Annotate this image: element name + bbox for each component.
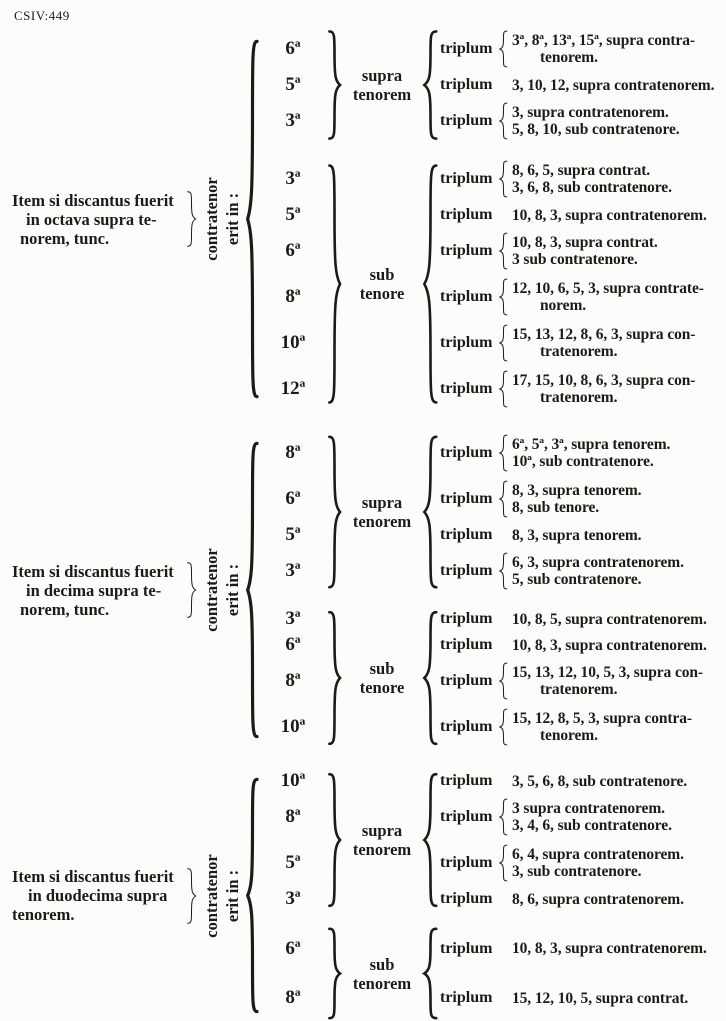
values-brace-icon xyxy=(498,552,509,590)
interval-group xyxy=(260,926,720,1021)
triplum-keyword: triplum xyxy=(440,288,493,305)
value-line: 3, 10, 12, supra contratenorem. xyxy=(512,76,715,94)
interval-label: 6ª xyxy=(285,38,301,59)
value-line: 10ª, sub contratenore. xyxy=(512,453,654,470)
values-brace-icon xyxy=(498,844,509,882)
interval-label: 6ª xyxy=(285,240,301,261)
values-left-brace-icon xyxy=(498,798,509,836)
value-line: 3, supra contratenorem. xyxy=(512,104,669,121)
rotated-label-text xyxy=(201,548,243,631)
value-lines xyxy=(512,326,695,360)
values-brace-icon xyxy=(498,798,509,836)
rotated-label-line: contratenor xyxy=(202,177,221,261)
triplum-row xyxy=(440,608,720,630)
group-label xyxy=(343,66,421,104)
intro-right-brace-icon xyxy=(185,561,198,619)
values-left-brace-icon xyxy=(498,434,509,472)
group-left-brace-icon xyxy=(326,158,343,410)
left-cluster xyxy=(8,144,245,294)
value-lines xyxy=(512,207,707,224)
value-lines xyxy=(512,800,672,834)
triplum-keyword: triplum xyxy=(440,40,493,57)
group-right-brace-icon xyxy=(421,28,440,142)
group-label-line: tenorem xyxy=(352,512,412,531)
interval-label: 8ª xyxy=(285,670,301,691)
values-brace-icon xyxy=(498,324,509,362)
triplum-keyword: triplum xyxy=(440,334,493,351)
value-line: 10, 8, 3, supra contratenorem. xyxy=(512,206,707,224)
value-lines xyxy=(512,234,658,268)
left-cluster xyxy=(8,515,245,665)
triplum-keyword: triplum xyxy=(440,242,493,259)
interval-label: 5ª xyxy=(285,524,301,545)
interval-label: 6ª xyxy=(285,634,301,655)
intro-line: Item si discantus fuerit xyxy=(12,561,174,581)
triplum-row xyxy=(440,432,720,474)
values-brace-icon xyxy=(498,370,509,408)
interval-label: 8ª xyxy=(285,286,301,307)
value-line: 5, 8, 10, sub contratenore. xyxy=(512,121,680,138)
left-brace-icon xyxy=(245,434,260,746)
interval-label: 3ª xyxy=(285,168,301,189)
value-line: 3, 4, 6, sub contratenore. xyxy=(512,817,672,834)
intro-line: in duodecima supra xyxy=(28,886,168,905)
right-brace-icon xyxy=(185,867,198,925)
value-line: 15, 13, 12, 10, 5, 3, supra con- xyxy=(512,664,703,681)
value-lines xyxy=(512,940,707,957)
group-label-line: supra xyxy=(361,821,403,840)
rotated-label-line: erit in : xyxy=(223,563,242,617)
value-line: 3 sub contratenore. xyxy=(512,251,638,268)
intro-line: in decima supra te- xyxy=(26,580,162,600)
triplum-keyword: triplum xyxy=(440,808,493,825)
group-left-brace-icon xyxy=(326,28,343,142)
value-line: 10, 8, 3, supra contratenorem. xyxy=(512,940,707,958)
triplum-keyword: triplum xyxy=(440,170,493,187)
triplum-row xyxy=(440,938,720,960)
triplum-row xyxy=(440,478,720,520)
value-lines xyxy=(512,280,704,314)
interval-groups xyxy=(260,432,720,748)
value-lines xyxy=(512,773,687,790)
intro-line: norem, tunc. xyxy=(20,599,110,619)
value-line: 10, 8, 3, supra contrat. xyxy=(512,234,658,251)
group-label xyxy=(343,265,421,303)
right-brace-icon xyxy=(185,190,198,248)
values-left-brace-icon xyxy=(498,844,509,882)
value-line: 6, 4, supra contratenorem. xyxy=(512,846,684,863)
value-line: 8, 6, 5, supra contrat. xyxy=(512,162,651,179)
triplum-row xyxy=(440,368,720,410)
group-right-brace-icon xyxy=(421,770,440,910)
interval-groups xyxy=(260,770,720,1021)
value-line: 3, sub contratenore. xyxy=(512,863,642,880)
triplum-row xyxy=(440,770,720,792)
triplum-keyword: triplum xyxy=(440,772,493,789)
value-line: 15, 12, 10, 5, supra contrat. xyxy=(512,989,689,1007)
values-brace-icon xyxy=(498,102,509,140)
value-lines xyxy=(512,664,703,698)
triplum-keyword: triplum xyxy=(440,562,493,579)
right-brace-icon xyxy=(185,561,198,619)
value-line: 15, 12, 8, 5, 3, supra contra- xyxy=(512,710,692,727)
triplum-keyword: triplum xyxy=(440,610,493,627)
value-line: tratenorem. xyxy=(540,681,618,698)
triplum-row xyxy=(440,100,720,142)
value-line: 12, 10, 6, 5, 3, supra contrate- xyxy=(512,280,704,297)
value-lines xyxy=(512,482,641,516)
intro-line: tenorem. xyxy=(12,905,75,924)
values-left-brace-icon xyxy=(498,324,509,362)
group-label xyxy=(343,493,421,531)
interval-group xyxy=(260,158,720,410)
values-brace-icon xyxy=(498,662,509,700)
triplum-keyword: triplum xyxy=(440,112,493,129)
triplum-keyword: triplum xyxy=(440,939,493,957)
interval-label: 5ª xyxy=(285,74,301,95)
group-label-line: sub xyxy=(369,265,395,284)
value-line: 3, 6, 8, sub contratenore. xyxy=(512,179,672,196)
values-left-brace-icon xyxy=(498,370,509,408)
interval-label: 10ª xyxy=(280,332,306,353)
triplum-keyword: triplum xyxy=(440,890,493,907)
triplum-keyword: triplum xyxy=(440,989,493,1007)
left-brace-icon xyxy=(245,30,260,408)
triplum-row xyxy=(440,634,720,656)
value-line: 5, sub contratenore. xyxy=(512,571,642,588)
interval-groups xyxy=(260,28,720,410)
triplum-keyword: triplum xyxy=(440,76,493,93)
block-left-brace-icon xyxy=(245,772,260,1019)
group-right-brace-icon xyxy=(421,926,440,1021)
triplum-row xyxy=(440,888,720,910)
group-right-brace-icon xyxy=(421,432,440,592)
group-left-brace-icon xyxy=(326,608,343,748)
value-lines xyxy=(512,32,695,66)
value-line: 6, 3, supra contratenorem. xyxy=(512,554,684,571)
value-line: 10, 8, 5, supra contratenorem. xyxy=(512,610,707,628)
diagram-blocks xyxy=(8,28,720,1021)
values-brace-icon xyxy=(498,232,509,270)
value-lines xyxy=(512,372,695,406)
value-lines xyxy=(512,554,684,588)
values-left-brace-icon xyxy=(498,160,509,198)
interval-label: 8ª xyxy=(285,442,301,463)
triplum-row xyxy=(440,322,720,364)
value-lines xyxy=(512,990,688,1007)
value-line: 17, 15, 10, 8, 6, 3, supra con- xyxy=(512,372,696,389)
interval-label: 5ª xyxy=(285,204,301,225)
rotated-label-text xyxy=(201,854,243,937)
condition-block-decima xyxy=(8,432,720,748)
interval-group xyxy=(260,770,720,910)
intro-right-brace-icon xyxy=(185,190,198,248)
value-lines xyxy=(512,846,684,880)
page-header: CSIV:449 xyxy=(14,8,70,23)
triplum-keyword: triplum xyxy=(440,490,493,507)
triplum-row xyxy=(440,550,720,592)
block-left-brace-icon xyxy=(245,434,260,746)
intro-line: Item si discantus fuerit xyxy=(12,867,174,886)
group-label xyxy=(343,659,421,697)
value-line: tenorem. xyxy=(540,49,598,66)
intro-line: Item si discantus fuerit xyxy=(12,190,174,210)
group-left-brace-icon xyxy=(326,770,343,910)
triplum-row xyxy=(440,842,720,884)
interval-label: 8ª xyxy=(285,806,301,827)
value-lines xyxy=(512,710,692,744)
value-line: 3ª, 8ª, 13ª, 15ª, supra contra- xyxy=(512,32,695,49)
interval-label: 8ª xyxy=(285,987,301,1009)
interval-label: 3ª xyxy=(285,560,301,581)
triplum-row xyxy=(440,660,720,702)
values-left-brace-icon xyxy=(498,278,509,316)
value-line: 3, 5, 6, 8, sub contratenore. xyxy=(512,772,688,790)
condition-block-duodecima xyxy=(8,770,720,1021)
intro-text xyxy=(12,562,184,619)
interval-label: 3ª xyxy=(285,110,301,131)
triplum-keyword: triplum xyxy=(440,672,493,689)
values-left-brace-icon xyxy=(498,708,509,746)
intro-line: in octava supra te- xyxy=(26,209,157,229)
block-left-brace-icon xyxy=(245,30,260,408)
triplum-keyword: triplum xyxy=(440,380,493,397)
group-label-line: supra xyxy=(361,493,403,512)
intro-text xyxy=(12,191,184,248)
rotated-label-line: erit in : xyxy=(223,192,242,246)
interval-label: 12ª xyxy=(280,378,306,399)
triplum-keyword: triplum xyxy=(440,636,493,653)
value-lines xyxy=(512,527,641,544)
group-left-brace-icon xyxy=(326,432,343,592)
group-label-line: tenore xyxy=(359,284,405,303)
values-left-brace-icon xyxy=(498,480,509,518)
rotated-label-text xyxy=(201,177,243,260)
values-brace-icon xyxy=(498,708,509,746)
contratenor-rotated-label xyxy=(199,144,245,294)
group-label xyxy=(343,821,421,859)
contratenor-rotated-label xyxy=(199,515,245,665)
values-left-brace-icon xyxy=(498,552,509,590)
triplum-keyword: triplum xyxy=(440,444,493,461)
values-left-brace-icon xyxy=(498,30,509,68)
value-line: norem. xyxy=(540,297,587,314)
triplum-row xyxy=(440,796,720,838)
group-right-brace-icon xyxy=(421,158,440,410)
values-left-brace-icon xyxy=(498,232,509,270)
rotated-label-line: contratenor xyxy=(202,548,221,632)
left-brace-icon xyxy=(245,772,260,1019)
triplum-row xyxy=(440,28,720,70)
value-lines xyxy=(512,162,672,196)
value-line: 8, 3, supra tenorem. xyxy=(512,526,642,544)
interval-label: 3ª xyxy=(285,888,301,909)
value-line: 8, 6, supra contratenorem. xyxy=(512,890,684,908)
values-brace-icon xyxy=(498,434,509,472)
triplum-keyword: triplum xyxy=(440,526,493,543)
triplum-keyword: triplum xyxy=(440,718,493,735)
group-label-line: sub xyxy=(369,954,395,974)
group-label-line: tenorem xyxy=(352,840,412,859)
value-lines xyxy=(512,637,707,654)
triplum-row xyxy=(440,276,720,318)
group-right-brace-icon xyxy=(421,608,440,748)
intro-line: norem, tunc. xyxy=(20,228,110,248)
group-label-line: tenore xyxy=(359,678,405,697)
values-left-brace-icon xyxy=(498,662,509,700)
value-lines xyxy=(512,436,670,470)
interval-label: 3ª xyxy=(285,608,301,629)
interval-label: 10ª xyxy=(280,716,306,737)
value-line: 10, 8, 3, supra contratenorem. xyxy=(512,636,707,654)
value-lines xyxy=(512,891,684,908)
rotated-label-line: erit in : xyxy=(223,869,242,922)
value-line: 6ª, 5ª, 3ª, supra tenorem. xyxy=(512,436,671,453)
value-line: 15, 13, 12, 8, 6, 3, supra con- xyxy=(512,326,696,343)
value-line: tenorem. xyxy=(540,727,598,744)
intro-text xyxy=(12,867,184,924)
interval-label: 6ª xyxy=(285,488,301,509)
left-cluster xyxy=(8,821,245,971)
group-left-brace-icon xyxy=(326,926,343,1021)
triplum-keyword: triplum xyxy=(440,854,493,871)
triplum-row xyxy=(440,230,720,272)
triplum-row xyxy=(440,204,720,226)
triplum-row xyxy=(440,524,720,546)
value-line: 3 supra contratenorem. xyxy=(512,800,665,817)
triplum-row xyxy=(440,158,720,200)
interval-label: 10ª xyxy=(280,770,306,791)
values-brace-icon xyxy=(498,160,509,198)
values-left-brace-icon xyxy=(498,102,509,140)
value-lines xyxy=(512,104,680,138)
group-label-line: sub xyxy=(369,659,395,678)
value-line: tratenorem. xyxy=(540,389,618,406)
intro-right-brace-icon xyxy=(185,867,198,925)
values-brace-icon xyxy=(498,278,509,316)
interval-group xyxy=(260,432,720,592)
interval-group xyxy=(260,608,720,748)
group-label xyxy=(343,955,421,993)
group-label-line: tenorem xyxy=(352,85,412,104)
interval-group xyxy=(260,28,720,142)
triplum-row xyxy=(440,987,720,1009)
triplum-row xyxy=(440,706,720,748)
values-brace-icon xyxy=(498,480,509,518)
group-label-line: supra xyxy=(361,66,403,85)
interval-label: 6ª xyxy=(285,937,301,959)
group-label-line: tenorem xyxy=(352,973,412,993)
rotated-label-line: contratenor xyxy=(202,853,221,938)
value-line: tratenorem. xyxy=(540,343,618,360)
interval-label: 5ª xyxy=(285,852,301,873)
value-lines xyxy=(512,77,714,94)
triplum-row xyxy=(440,74,720,96)
contratenor-rotated-label xyxy=(199,821,245,971)
condition-block-octava xyxy=(8,28,720,410)
value-line: 8, 3, supra tenorem. xyxy=(512,482,642,499)
triplum-keyword: triplum xyxy=(440,206,493,223)
value-lines xyxy=(512,611,707,628)
values-brace-icon xyxy=(498,30,509,68)
value-line: 8, sub tenore. xyxy=(512,499,600,516)
